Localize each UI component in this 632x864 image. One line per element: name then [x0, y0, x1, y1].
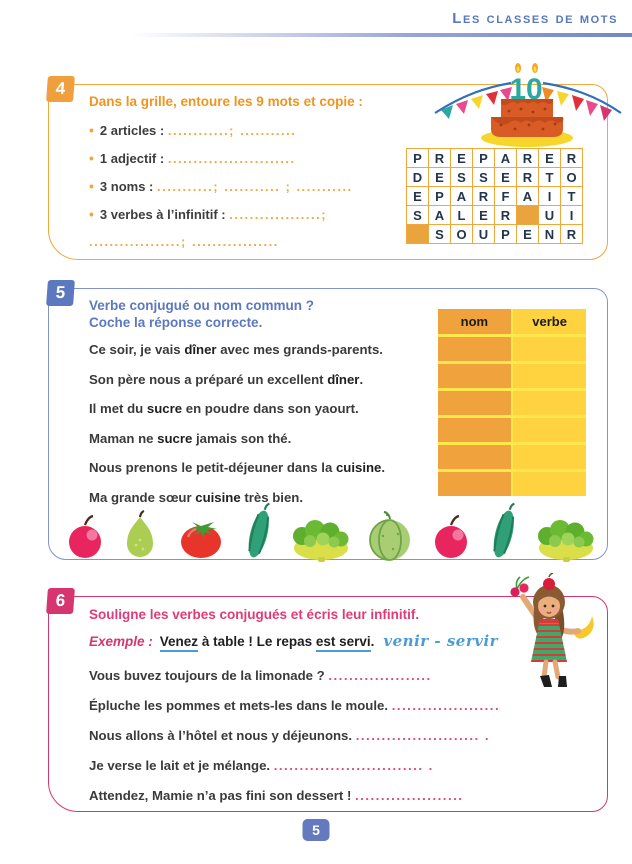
- target-word: cuisine: [195, 489, 241, 505]
- grid-cell[interactable]: P: [473, 149, 495, 168]
- checkbox-cell-verbe[interactable]: [513, 364, 586, 389]
- answer-line: [89, 116, 409, 144]
- melon-icon: [363, 509, 417, 568]
- sentence-text: Il met du: [89, 401, 147, 416]
- grid-cell[interactable]: P: [495, 225, 517, 244]
- bullet-icon: •: [89, 178, 94, 194]
- birthday-cake-illustration: [429, 59, 625, 151]
- word-search-grid: [406, 148, 583, 244]
- checkbox-cell-nom[interactable]: [438, 364, 511, 389]
- grid-row: [407, 206, 583, 225]
- sentence-text: Ma grande sœur: [89, 489, 196, 505]
- answer-dots[interactable]: ....................: [328, 668, 432, 683]
- grid-cell[interactable]: S: [473, 168, 495, 187]
- checkbox-cell-nom[interactable]: [438, 445, 511, 470]
- grid-cell[interactable]: R: [561, 149, 583, 168]
- sentence-text: .: [381, 460, 386, 475]
- grid-cell[interactable]: I: [561, 206, 583, 225]
- grid-row: [407, 225, 583, 244]
- exercise-4-instruction: Dans la grille, entoure les 9 mots et copie :: [89, 94, 363, 109]
- target-word: dîner: [184, 342, 217, 357]
- example-label: Exemple :: [89, 634, 153, 649]
- sentence-text: Je verse le lait et je mélange.: [89, 758, 274, 773]
- sentence: [89, 365, 385, 395]
- answer-line: [89, 144, 409, 172]
- lettuce-icon: [290, 513, 352, 568]
- grid-cell[interactable]: E: [407, 187, 429, 206]
- checkbox-cell-verbe[interactable]: [513, 418, 586, 443]
- sentence-text: Son père nous a préparé un excellent: [89, 371, 328, 387]
- nom-verbe-check-table: [438, 309, 586, 496]
- grid-cell[interactable]: A: [495, 149, 517, 168]
- sentence: [89, 781, 500, 811]
- grid-cell[interactable]: A: [429, 206, 451, 225]
- answer-line: [89, 200, 409, 228]
- answer-label: 2 articles :: [99, 123, 168, 138]
- bullet-icon: •: [89, 150, 94, 166]
- grid-cell[interactable]: E: [429, 168, 451, 187]
- exercise-6-instruction: Souligne les verbes conjugués et écris leur infinitif.: [89, 607, 420, 622]
- sentence-text: Maman ne: [89, 430, 158, 446]
- checkbox-cell-nom[interactable]: [438, 391, 511, 416]
- exercise-5: [48, 283, 608, 560]
- checkbox-cell-nom[interactable]: [438, 337, 511, 362]
- grid-cell[interactable]: D: [407, 168, 429, 187]
- grid-cell[interactable]: O: [561, 168, 583, 187]
- sentence: [89, 394, 385, 424]
- grid-cell[interactable]: E: [451, 149, 473, 168]
- grid-cell[interactable]: S: [429, 225, 451, 244]
- grid-cell[interactable]: R: [561, 225, 583, 244]
- answer-dots[interactable]: ...........; ........... ; ...........: [156, 179, 353, 194]
- fruits-vegetables-strip: [63, 501, 597, 568]
- sentence: [89, 751, 500, 781]
- answer-label: 3 verbes à l’infinitif :: [99, 207, 230, 222]
- sentence: [89, 453, 385, 483]
- grid-cell[interactable]: N: [539, 225, 561, 244]
- bullet-icon: •: [89, 206, 94, 222]
- sentence-text: Nous prenons le petit-déjeuner dans la: [89, 460, 336, 475]
- table-header-verbe: verbe: [513, 309, 586, 334]
- sentence: [89, 424, 385, 454]
- sentence-text: Ce soir, je vais: [89, 342, 185, 357]
- grid-cell[interactable]: I: [539, 187, 561, 206]
- apple-icon: [63, 513, 107, 568]
- exercise-4-number-badge: 4: [46, 76, 75, 102]
- grid-cell[interactable]: R: [495, 206, 517, 225]
- grid-cell[interactable]: R: [473, 187, 495, 206]
- answer-dots[interactable]: .....................: [391, 698, 501, 713]
- grid-cell[interactable]: R: [517, 168, 539, 187]
- target-word: dîner: [327, 371, 360, 387]
- grid-cell[interactable]: O: [451, 225, 473, 244]
- checkbox-cell-verbe[interactable]: [513, 391, 586, 416]
- grid-cell[interactable]: T: [561, 187, 583, 206]
- grid-row: [407, 187, 583, 206]
- checkbox-cell-verbe[interactable]: [513, 337, 586, 362]
- sentence: [89, 661, 500, 691]
- answer-dots[interactable]: .....................: [355, 788, 464, 803]
- sentence-text: avec mes grands-parents.: [216, 342, 383, 357]
- grid-row: [407, 149, 583, 168]
- answer-dots[interactable]: ............; ...........: [167, 123, 297, 138]
- grid-cell[interactable]: R: [429, 149, 451, 168]
- grid-cell[interactable]: [517, 206, 539, 225]
- answer-label: 3 noms :: [99, 179, 157, 194]
- exercise-6-example: [89, 632, 498, 650]
- grid-cell[interactable]: E: [495, 168, 517, 187]
- exercise-4: [48, 73, 608, 260]
- grid-cell[interactable]: T: [539, 168, 561, 187]
- lettuce-icon: [535, 513, 597, 568]
- underlined-verb: Venez: [160, 634, 198, 652]
- sentence-text: Épluche les pommes et mets-les dans le moule.: [89, 698, 392, 713]
- exercise-5-instruction-line2: Coche la réponse correcte.: [89, 315, 263, 330]
- underlined-verb: est servi: [316, 634, 371, 652]
- checkbox-cell-nom[interactable]: [438, 472, 511, 497]
- grid-row: [407, 168, 583, 187]
- example-text: .: [370, 634, 375, 649]
- sentence: [89, 335, 385, 365]
- cake-icon: [429, 59, 625, 151]
- girl-icon: [501, 573, 601, 703]
- grid-cell[interactable]: A: [517, 187, 539, 206]
- sentence-text: Attendez, Mamie n’a pas fini son dessert !: [89, 788, 356, 803]
- bullet-icon: •: [89, 122, 94, 138]
- grid-cell[interactable]: E: [539, 149, 561, 168]
- answer-line: [89, 228, 409, 256]
- exercise-5-instruction-line1: Verbe conjugué ou nom commun ?: [89, 298, 315, 313]
- sentence: [89, 721, 500, 751]
- cucumber-icon: [484, 501, 524, 568]
- svg-text:10: 10: [509, 73, 543, 106]
- example-answer-script: venir - servir: [383, 632, 499, 650]
- answer-dots[interactable]: ........................ .: [355, 728, 490, 743]
- answer-line: [89, 172, 409, 200]
- table-header-nom: nom: [438, 309, 511, 334]
- grid-cell[interactable]: E: [473, 206, 495, 225]
- grid-cell[interactable]: E: [517, 225, 539, 244]
- answer-dots[interactable]: ............................. .: [273, 758, 434, 773]
- exercise-5-number-badge: 5: [46, 280, 75, 306]
- pear-icon: [118, 509, 162, 568]
- target-word: sucre: [157, 430, 193, 446]
- grid-cell[interactable]: F: [495, 187, 517, 206]
- exercise-4-answer-lines: [89, 116, 409, 256]
- grid-cell[interactable]: P: [407, 149, 429, 168]
- grid-cell[interactable]: S: [407, 206, 429, 225]
- answer-dots[interactable]: ..................;: [229, 207, 328, 222]
- grid-cell[interactable]: S: [451, 168, 473, 187]
- target-word: sucre: [146, 401, 183, 416]
- checkbox-cell-verbe[interactable]: [513, 472, 586, 497]
- sentence-text: Vous buvez toujours de la limonade ?: [89, 668, 329, 683]
- checkbox-cell-verbe[interactable]: [513, 445, 586, 470]
- tomato-icon: [174, 513, 228, 568]
- cucumber-icon: [239, 501, 279, 568]
- grid-cell[interactable]: [407, 225, 429, 244]
- sentence-text: Nous allons à l’hôtel et nous y déjeunons.: [89, 728, 356, 743]
- answer-dots[interactable]: .........................: [167, 151, 296, 166]
- answer-dots[interactable]: ..................; .................: [89, 234, 279, 249]
- grid-cell[interactable]: U: [473, 225, 495, 244]
- sentence-text: en poudre dans son yaourt.: [182, 401, 359, 416]
- page-title: Les classes de mots: [452, 10, 618, 27]
- answer-label: 1 adjectif :: [99, 151, 168, 166]
- exercise-5-sentences: [89, 335, 385, 512]
- example-text: à table ! Le repas: [198, 634, 316, 649]
- example-sentence: [160, 634, 375, 652]
- exercise-5-instruction: [89, 297, 314, 331]
- sentence-text: très bien.: [240, 489, 303, 505]
- exercise-6-number-badge: 6: [46, 588, 75, 614]
- grid-cell[interactable]: A: [451, 187, 473, 206]
- apple-icon: [429, 513, 473, 568]
- exercise-6-sentences: [89, 661, 500, 811]
- sentence-text: .: [359, 371, 364, 387]
- page-number-badge: 5: [303, 819, 330, 841]
- grid-cell[interactable]: P: [429, 187, 451, 206]
- grid-cell[interactable]: U: [539, 206, 561, 225]
- sentence-text: jamais son thé.: [192, 430, 292, 446]
- girl-with-fruits-illustration: [501, 573, 601, 703]
- grid-cell[interactable]: R: [517, 149, 539, 168]
- exercise-6: [48, 591, 608, 812]
- sentence: [89, 691, 500, 721]
- target-word: cuisine: [335, 460, 382, 475]
- grid-cell[interactable]: L: [451, 206, 473, 225]
- header-divider: [130, 33, 632, 37]
- checkbox-cell-nom[interactable]: [438, 418, 511, 443]
